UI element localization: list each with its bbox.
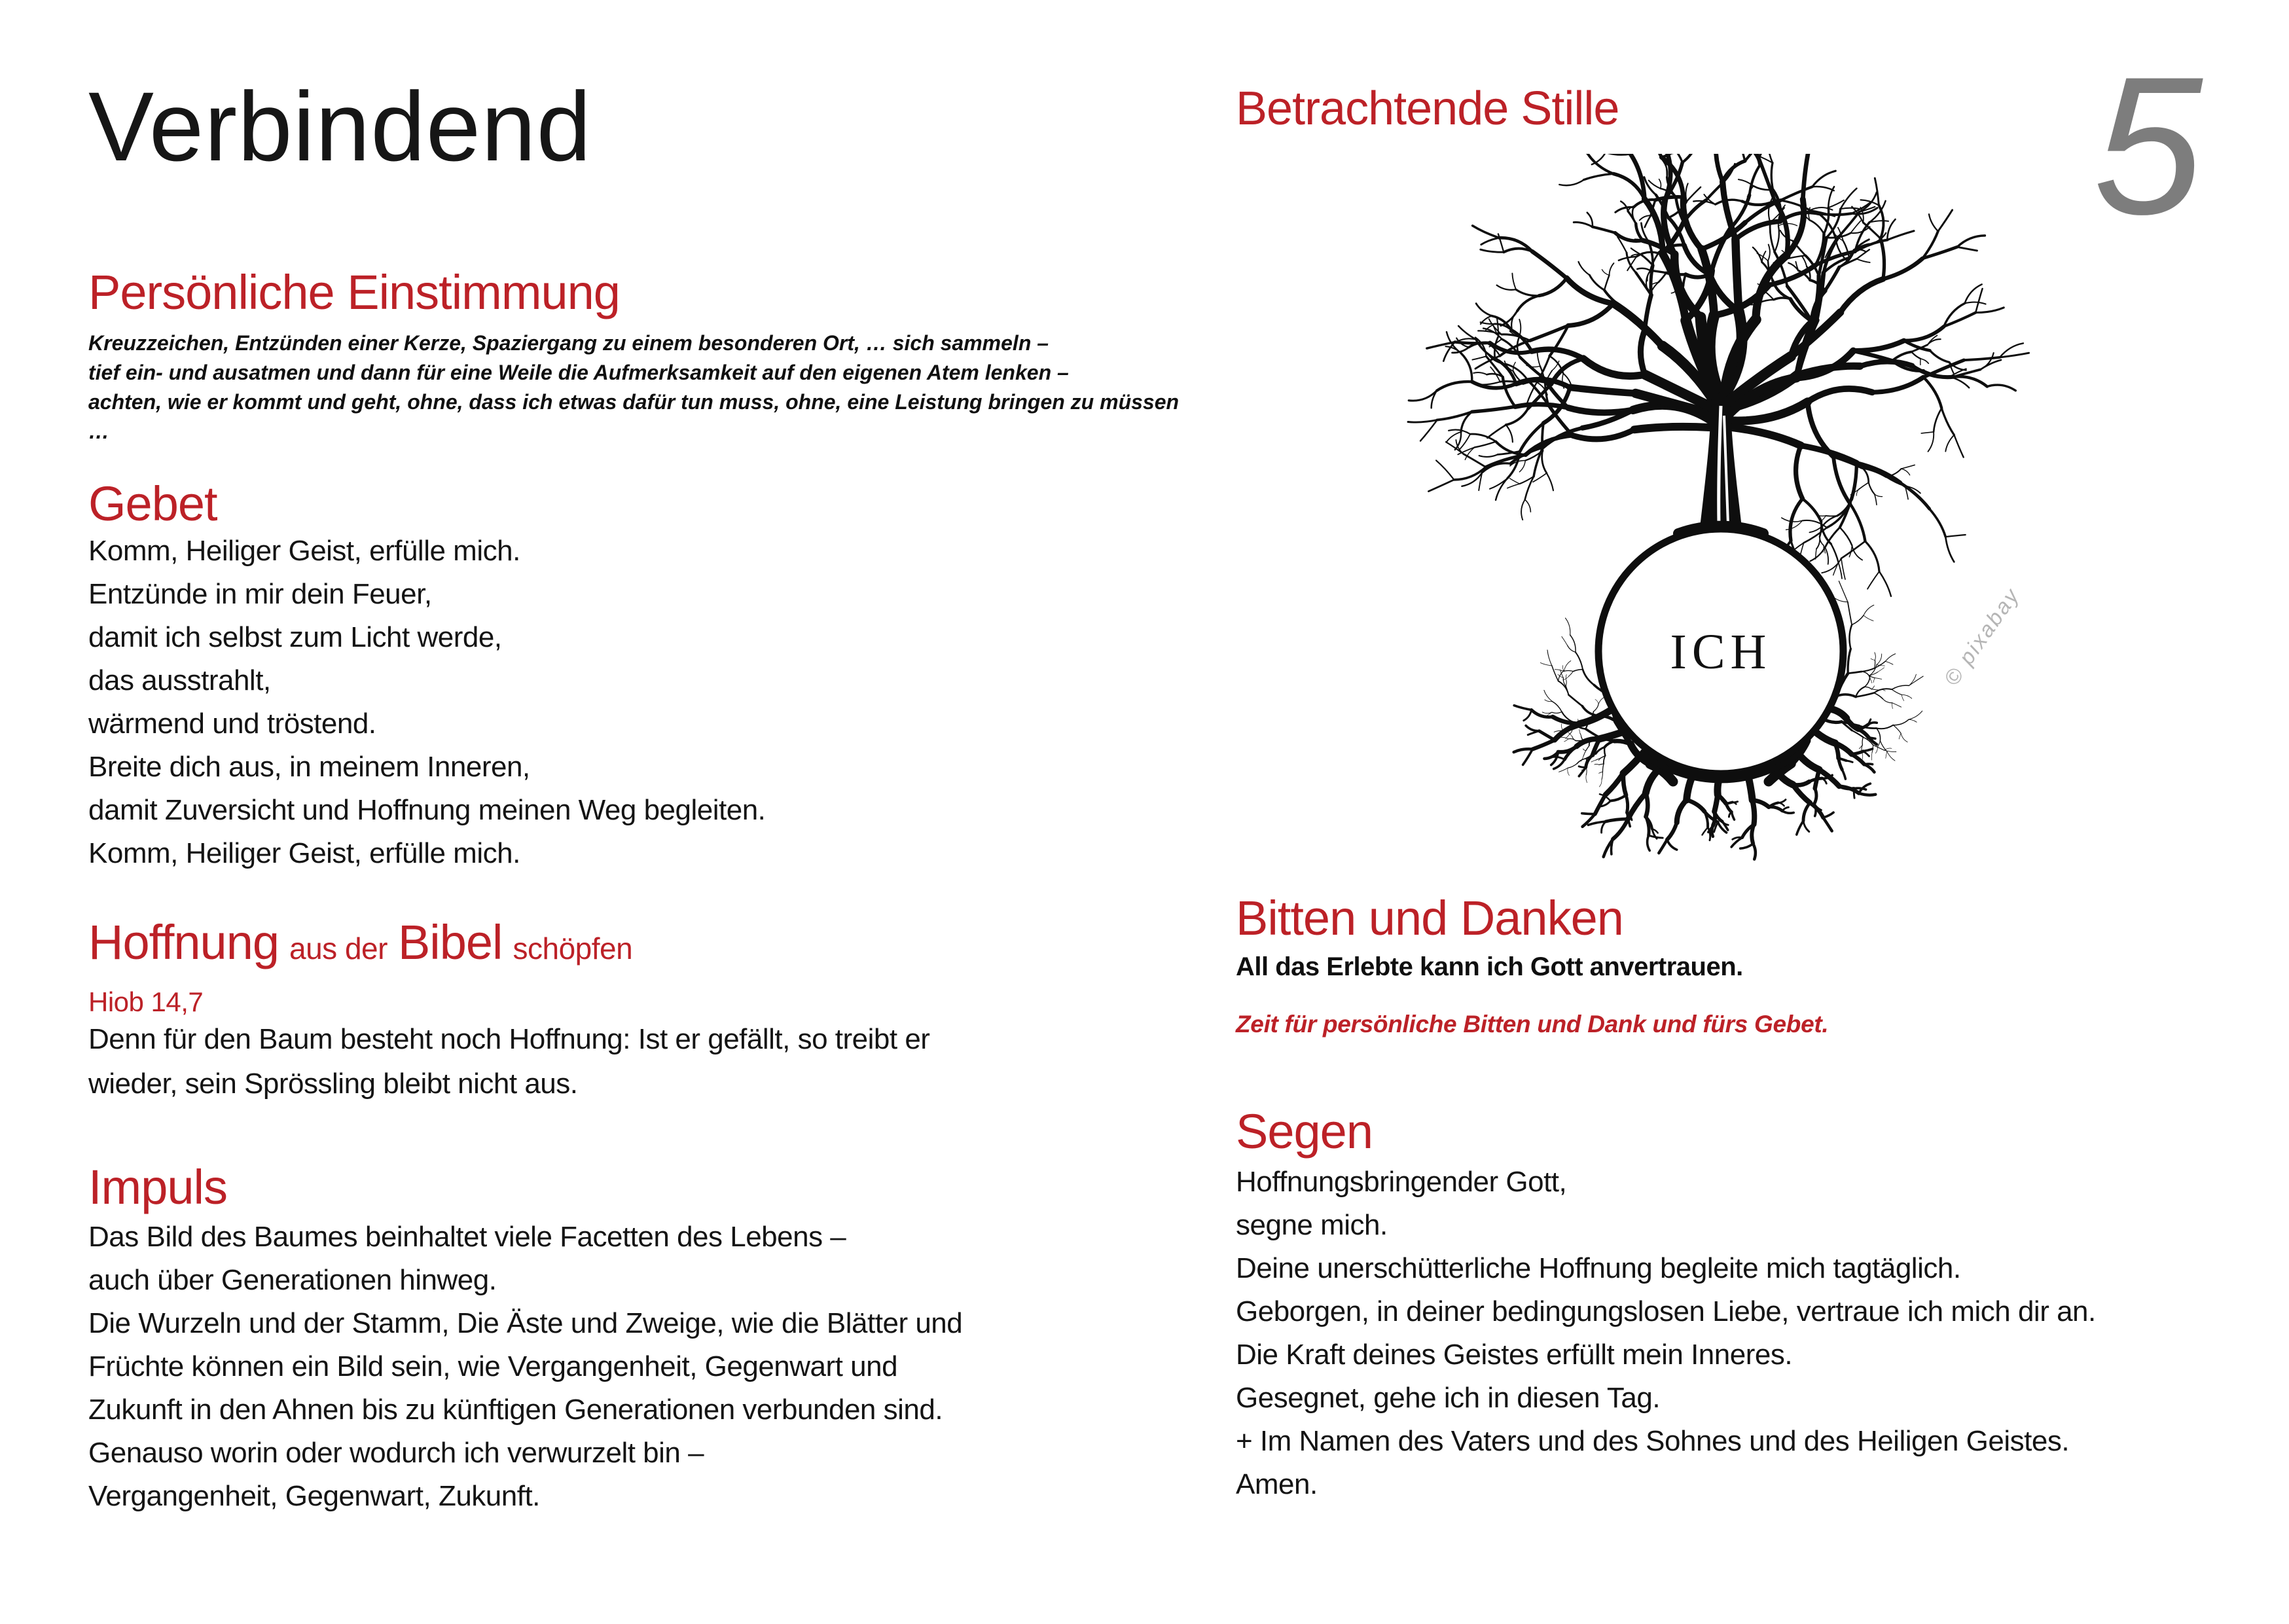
- bitten-note: Zeit für persönliche Bitten und Dank und fürs Gebet.: [1236, 1011, 1829, 1038]
- einstimmung-line: tief ein- und ausatmen und dann für eine Weile die Aufmerksamkeit auf den eigenen Atem lenken –: [88, 361, 1069, 384]
- bitten-line: All das Erlebte kann ich Gott anvertrauen.: [1236, 952, 1743, 981]
- impuls-text: [88, 1216, 962, 1518]
- tree-of-life-illustration: [1388, 154, 2088, 900]
- impuls-line: Das Bild des Baumes beinhaltet viele Facetten des Lebens –: [88, 1221, 846, 1253]
- gebet-line: damit ich selbst zum Licht werde,: [88, 621, 502, 653]
- hoffnung-heading-small: aus der: [289, 931, 388, 965]
- tree-of-life-svg: [1388, 154, 2088, 900]
- bible-quote: [88, 1017, 1162, 1106]
- impuls-line: Genauso worin oder wodurch ich verwurzelt bin –: [88, 1437, 704, 1469]
- segen-heading: Segen: [1236, 1104, 1373, 1159]
- gebet-line: wärmend und tröstend.: [88, 708, 376, 740]
- impuls-line: Früchte können ein Bild sein, wie Vergangenheit, Gegenwart und: [88, 1350, 898, 1382]
- hoffnung-heading-large: Bibel: [397, 915, 503, 969]
- einstimmung-text: [88, 329, 1201, 446]
- gebet-text: [88, 530, 765, 875]
- gebet-line: Entzünde in mir dein Feuer,: [88, 578, 432, 610]
- page-number: 5: [2093, 35, 2203, 255]
- gebet-line: Komm, Heiliger Geist, erfülle mich.: [88, 535, 520, 567]
- einstimmung-heading: Persönliche Einstimmung: [88, 265, 620, 319]
- segen-line: Hoffnungsbringender Gott,: [1236, 1166, 1567, 1198]
- hoffnung-heading: [88, 915, 643, 969]
- pixabay-watermark: © pixabay: [1939, 583, 2025, 691]
- impuls-line: Die Wurzeln und der Stamm, Die Äste und Zweige, wie die Blätter und: [88, 1307, 963, 1339]
- gebet-line: Breite dich aus, in meinem Inneren,: [88, 751, 530, 783]
- segen-line: Deine unerschütterliche Hoffnung begleite mich tagtäglich.: [1236, 1252, 1961, 1284]
- hoffnung-heading-large: Hoffnung: [88, 915, 279, 969]
- impuls-line: Zukunft in den Ahnen bis zu künftigen Generationen verbunden sind.: [88, 1394, 943, 1426]
- impuls-line: auch über Generationen hinweg.: [88, 1264, 497, 1296]
- bitten-heading: Bitten und Danken: [1236, 891, 1623, 945]
- segen-line: Gesegnet, gehe ich in diesen Tag.: [1236, 1382, 1661, 1414]
- right-column-heading: Betrachtende Stille: [1236, 82, 1619, 135]
- segen-text: [1236, 1161, 2096, 1506]
- segen-line: + Im Namen des Vaters und des Sohnes und des Heiligen Geistes.: [1236, 1425, 2070, 1457]
- hoffnung-heading-small: schöpfen: [513, 931, 633, 965]
- page-title: Verbindend: [88, 71, 592, 181]
- segen-line: Amen.: [1236, 1468, 1318, 1500]
- einstimmung-line: achten, wie er kommt und geht, ohne, dass ich etwas dafür tun muss, ohne, eine Leistung bringen zu müssen …: [88, 390, 1180, 443]
- impuls-line: Vergangenheit, Gegenwart, Zukunft.: [88, 1480, 540, 1512]
- einstimmung-line: Kreuzzeichen, Entzünden einer Kerze, Spaziergang zu einem besonderen Ort, … sich sammeln –: [88, 331, 1049, 355]
- tree-center-label: ICH: [1670, 624, 1772, 679]
- segen-line: Geborgen, in deiner bedingungslosen Liebe, vertraue ich mich dir an.: [1236, 1295, 2096, 1327]
- segen-line: segne mich.: [1236, 1209, 1388, 1241]
- gebet-line: Komm, Heiliger Geist, erfülle mich.: [88, 837, 520, 869]
- bible-quote-line: wieder, sein Sprössling bleibt nicht aus.: [88, 1068, 578, 1100]
- bible-quote-line: Denn für den Baum besteht noch Hoffnung: Ist er gefällt, so treibt er: [88, 1023, 930, 1055]
- segen-line: Die Kraft deines Geistes erfüllt mein Inneres.: [1236, 1339, 1793, 1371]
- gebet-line: das ausstrahlt,: [88, 664, 271, 696]
- gebet-line: damit Zuversicht und Hoffnung meinen Weg begleiten.: [88, 794, 766, 826]
- gebet-heading: Gebet: [88, 477, 217, 531]
- bible-reference: Hiob 14,7: [88, 986, 204, 1017]
- impuls-heading: Impuls: [88, 1160, 227, 1214]
